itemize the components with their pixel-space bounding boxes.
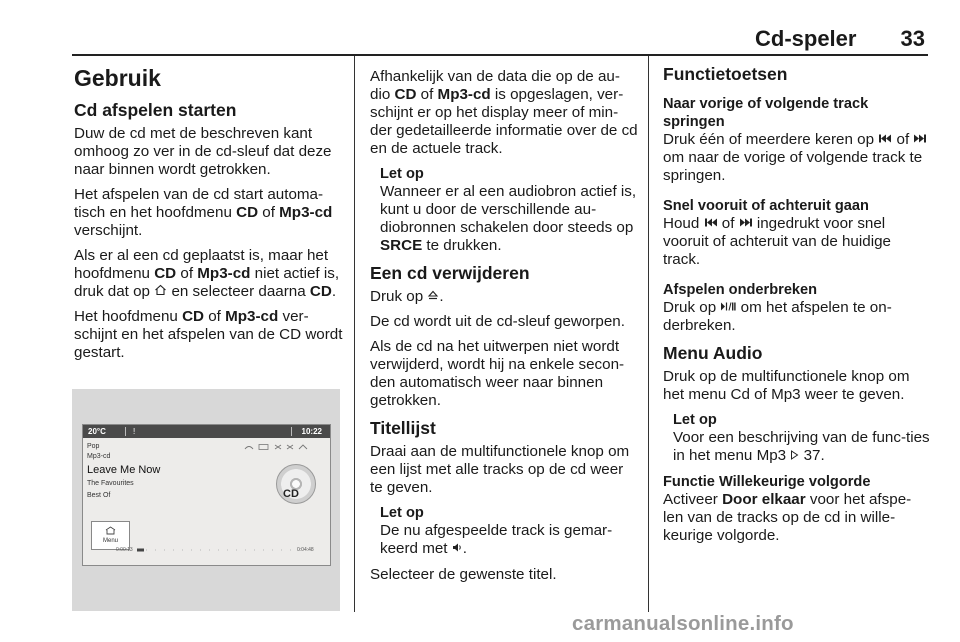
paragraph: Als de cd na het uitwerpen niet wordt verwijderd, wordt hij na enkele secon-den automatisch weer naar binnen getrokken. [370,338,625,409]
screen-line-source: Mp3-cd [87,453,111,460]
screen-album: The Favourites [87,480,134,487]
screen-artist: Best Of [87,492,111,499]
column-2 [370,68,638,591]
note-block: Let op Voor een beschrijving van de func-ties in het menu Mp3 37. [673,412,930,464]
note-block: Let op Wanneer er al een audiobron actief is, kunt u door de verschillende au-diobronnen schakelen door steeds op SRCE te drukken. [380,166,637,254]
page-reference[interactable]: 37 [803,447,821,464]
paragraph: Houd of ingedrukt voor snel vooruit of achteruit van de huidige track. [663,215,891,268]
subheading-cd-verwijderen: Een cd verwijderen [370,263,530,283]
play-pause-icon [720,299,736,317]
column-divider-left [354,56,355,612]
subsubheading-afspelen-onderbreken: Afspelen onderbreken [663,282,818,298]
eject-icon [427,288,439,306]
subsubheading-willekeurige-volgorde: Functie Willekeurige volgorde [663,474,871,490]
paragraph: Het afspelen van de cd start automa-tisch en het hoofdmenu CD of Mp3-cd verschijnt. [74,186,333,239]
column-divider-right [648,56,649,612]
skip-next-icon [913,131,927,149]
clock: 10:22 [301,427,322,436]
subsubheading-track-springen: Naar vorige of volgende track springen [663,96,869,130]
paragraph: Draai aan de multifunctionele knop om een lijst met alle tracks op de cd weer te geven. [370,443,630,496]
paragraph: Druk op . [370,288,444,305]
menu-button[interactable]: Menu [91,521,130,550]
cd-label: CD [283,488,299,500]
paragraph: Duw de cd met de beschreven kant omhoog zo ver in de cd-sleuf dat deze naar binnen wordt getrokken. [74,125,332,178]
paragraph: Het hoofdmenu CD of Mp3-cd ver-schijnt en het afspelen van de CD wordt gestart. [74,308,343,361]
infotainment-screenshot [72,389,340,611]
status-bar [83,425,330,438]
watermark: carmanualsonline.info [572,612,794,635]
screen-line-genre: Pop [87,443,100,450]
speaker-icon [452,540,463,558]
column-1 [74,64,344,369]
subheading-menu-audio: Menu Audio [663,343,763,363]
column-3 [663,64,931,552]
note-block: Let op De nu afgespeelde track is gemar-keerd met . [380,505,613,557]
paragraph: Afhankelijk van de data die op de au-dio CD of Mp3-cd is opgeslagen, ver-schijnt er op het display meer of min-der gedetailleerde informatie over de cd en de actuele track. [370,68,638,157]
paragraph: Druk op om het afspelen te on-derbreken. [663,299,892,334]
skip-previous-icon [878,131,892,149]
menu-icon [105,526,116,535]
page-reference-icon [790,447,799,465]
subheading-functietoetsen: Functietoetsen [663,64,788,84]
display-screen [82,424,331,566]
home-icon [154,283,167,301]
paragraph: Als er al een cd geplaatst is, maar het hoofdmenu CD of Mp3-cd niet actief is, druk dat op en selecteer daarna CD. [74,247,340,300]
subsubheading-snel-vooruit: Snel vooruit of achteruit gaan [663,198,869,214]
paragraph: Druk op de multifunctionele knop om het menu Cd of Mp3 weer te geven. [663,368,910,403]
paragraph: Selecteer de gewenste titel. [370,566,557,583]
header-rule [72,54,928,56]
elapsed-time: 0:00:13 [116,547,133,553]
warning-icon: ! [133,427,136,436]
total-time: 0:04:48 [297,547,314,553]
subheading-titellijst: Titellijst [370,418,436,438]
page-header-title: Cd-speler [755,26,857,51]
paragraph: De cd wordt uit de cd-sleuf geworpen. [370,313,625,330]
progress-bar[interactable] [137,548,313,552]
status-icons [243,443,313,453]
subheading-cd-afspelen: Cd afspelen starten [74,100,237,120]
screen-track-title: Leave Me Now [87,464,161,476]
skip-previous-icon [704,215,718,233]
temperature: 20°C [88,427,106,436]
paragraph: Activeer Door elkaar voor het afspe-len van de tracks op de cd in wille-keurige volgorde. [663,491,912,544]
section-heading-gebruik: Gebruik [74,65,161,91]
paragraph: Druk één of meerdere keren op of om naar de vorige of volgende track te springen. [663,131,931,185]
skip-next-icon [739,215,753,233]
page-number: 33 [900,26,925,51]
